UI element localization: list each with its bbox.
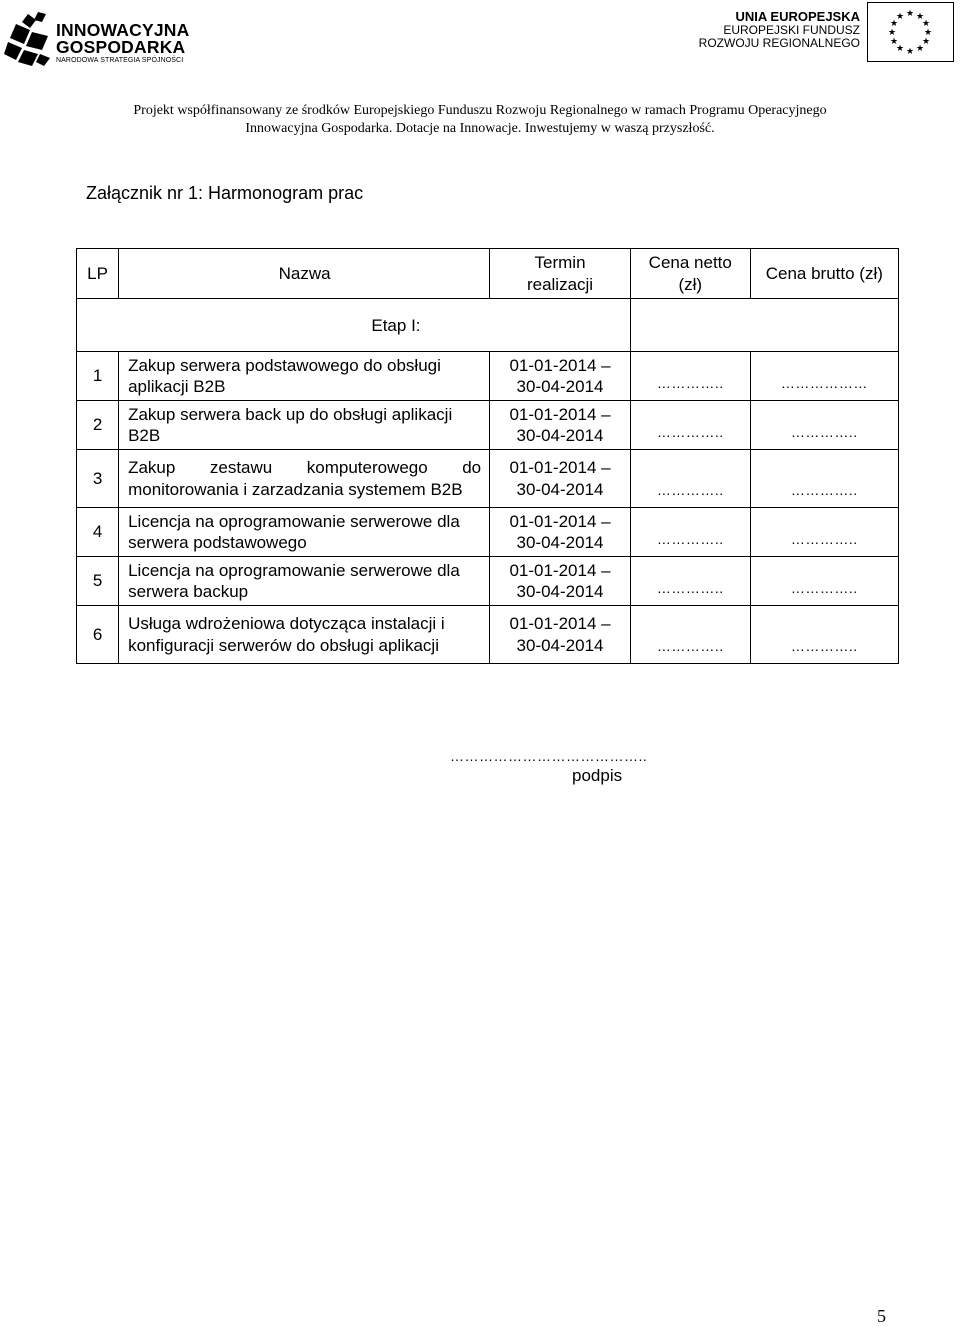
logo-line-2: GOSPODARKA	[56, 37, 186, 57]
eu-logo-line-2: EUROPEJSKI FUNDUSZ	[723, 23, 860, 37]
innowacyjna-gospodarka-emblem-icon	[4, 10, 52, 68]
row-name: Usługa wdrożeniowa dotycząca instalacji i konfiguracji serwerów do obsługi aplikacji	[119, 606, 490, 664]
svg-text:★: ★	[889, 37, 899, 47]
row-term-start: 01-01-2014 –	[509, 511, 611, 531]
row-term	[490, 401, 631, 450]
row-name: Licencja na oprogramowanie serwerowe dla serwera podstawowego	[119, 508, 490, 557]
signature-label: podpis	[572, 766, 623, 785]
row-term	[490, 508, 631, 557]
table-row	[77, 508, 899, 557]
header-term	[490, 249, 631, 299]
row-gross-price: …………..	[750, 401, 898, 450]
row-name: Zakup serwera podstawowego do obsługi aplikacji B2B	[119, 352, 490, 401]
header-net-price	[630, 249, 750, 299]
row-net-price: …………..	[630, 450, 750, 508]
table-row	[77, 606, 899, 664]
table-header-row	[77, 249, 899, 299]
row-gross-price: …………..	[750, 557, 898, 606]
stage-label: Etap I:	[77, 299, 631, 352]
row-name: Zakup serwera back up do obsługi aplikacji B2B	[119, 401, 490, 450]
row-lp: 5	[77, 557, 119, 606]
svg-text:★: ★	[889, 19, 899, 29]
header-term-line-2: realizacji	[526, 274, 594, 294]
svg-text:★: ★	[915, 12, 925, 22]
eu-logo-text	[699, 10, 860, 50]
svg-text:★: ★	[915, 44, 925, 54]
row-term-start: 01-01-2014 –	[509, 355, 611, 375]
row-term	[490, 450, 631, 508]
header-gross-price: Cena brutto (zł)	[750, 249, 898, 299]
svg-text:★: ★	[895, 12, 905, 22]
row-gross-price: …………..	[750, 606, 898, 664]
row-gross-price: …………..	[750, 508, 898, 557]
project-note-line-1: Projekt współfinansowany ze środków Europejskiego Funduszu Rozwoju Regionalnego w ramach Programu Operacyjnego	[133, 103, 827, 118]
stage-row	[77, 299, 899, 352]
row-net-price: …………..	[630, 557, 750, 606]
row-term-start: 01-01-2014 –	[509, 614, 611, 633]
svg-text:★: ★	[923, 28, 933, 38]
innowacyjna-gospodarka-logo	[4, 10, 194, 70]
schedule-table	[76, 248, 899, 664]
project-note-line-2: Innowacyjna Gospodarka. Dotacje na Innowacje. Inwestujemy w waszą przyszłość.	[245, 121, 715, 136]
svg-text:★: ★	[905, 9, 915, 19]
table-row	[77, 557, 899, 606]
svg-text:★: ★	[905, 47, 915, 57]
row-gross-price: ………………	[750, 352, 898, 401]
row-lp: 6	[77, 606, 119, 664]
svg-text:★: ★	[921, 19, 931, 29]
table-row	[77, 450, 899, 508]
row-term-end: 30-04-2014	[516, 533, 604, 552]
row-lp: 4	[77, 508, 119, 557]
row-lp: 1	[77, 352, 119, 401]
row-net-price: …………..	[630, 352, 750, 401]
svg-text:★: ★	[895, 44, 905, 54]
row-term-end: 30-04-2014	[516, 479, 604, 499]
row-term-end: 30-04-2014	[516, 426, 604, 445]
table-row	[77, 401, 899, 450]
row-term-end: 30-04-2014	[516, 635, 604, 655]
row-lp: 3	[77, 450, 119, 508]
project-funding-note	[0, 102, 960, 138]
document-title: Załącznik nr 1: Harmonogram prac	[86, 183, 364, 203]
row-term-start: 01-01-2014 –	[509, 404, 611, 424]
row-net-price: …………..	[630, 606, 750, 664]
row-net-price: …………..	[630, 508, 750, 557]
row-term-end: 30-04-2014	[516, 582, 604, 601]
row-term	[490, 606, 631, 664]
header-term-line-1: Termin	[534, 253, 586, 272]
row-name: Zakup zestawu komputerowego do monitorowania i zarzadzania systemem B2B	[119, 450, 490, 508]
signature-line: …………………………………..	[450, 748, 648, 764]
header-name: Nazwa	[119, 249, 490, 299]
row-lp: 2	[77, 401, 119, 450]
row-term-end: 30-04-2014	[516, 377, 604, 396]
row-name: Licencja na oprogramowanie serwerowe dla serwera backup	[119, 557, 490, 606]
row-term-start: 01-01-2014 –	[509, 560, 611, 580]
header-net-line-2: (zł)	[678, 274, 703, 294]
header-lp: LP	[77, 249, 119, 299]
row-term	[490, 352, 631, 401]
table-row	[77, 352, 899, 401]
row-term	[490, 557, 631, 606]
row-gross-price: …………..	[750, 450, 898, 508]
page-number: 5	[877, 1306, 886, 1326]
row-net-price: …………..	[630, 401, 750, 450]
eu-flag-icon	[867, 2, 954, 62]
logo-line-1: INNOWACYJNA	[56, 20, 190, 40]
svg-text:★: ★	[887, 28, 897, 38]
eu-logo	[698, 2, 956, 64]
eu-logo-line-1: UNIA EUROPEJSKA	[735, 9, 860, 24]
logo-tagline: NARODOWA STRATEGIA SPÓJNOŚCI	[56, 57, 184, 64]
svg-text:★: ★	[921, 37, 931, 47]
stage-empty-cell	[630, 299, 898, 352]
eu-logo-line-3: ROZWOJU REGIONALNEGO	[698, 36, 860, 50]
header-net-line-1: Cena netto	[648, 253, 732, 272]
row-term-start: 01-01-2014 –	[509, 458, 611, 477]
